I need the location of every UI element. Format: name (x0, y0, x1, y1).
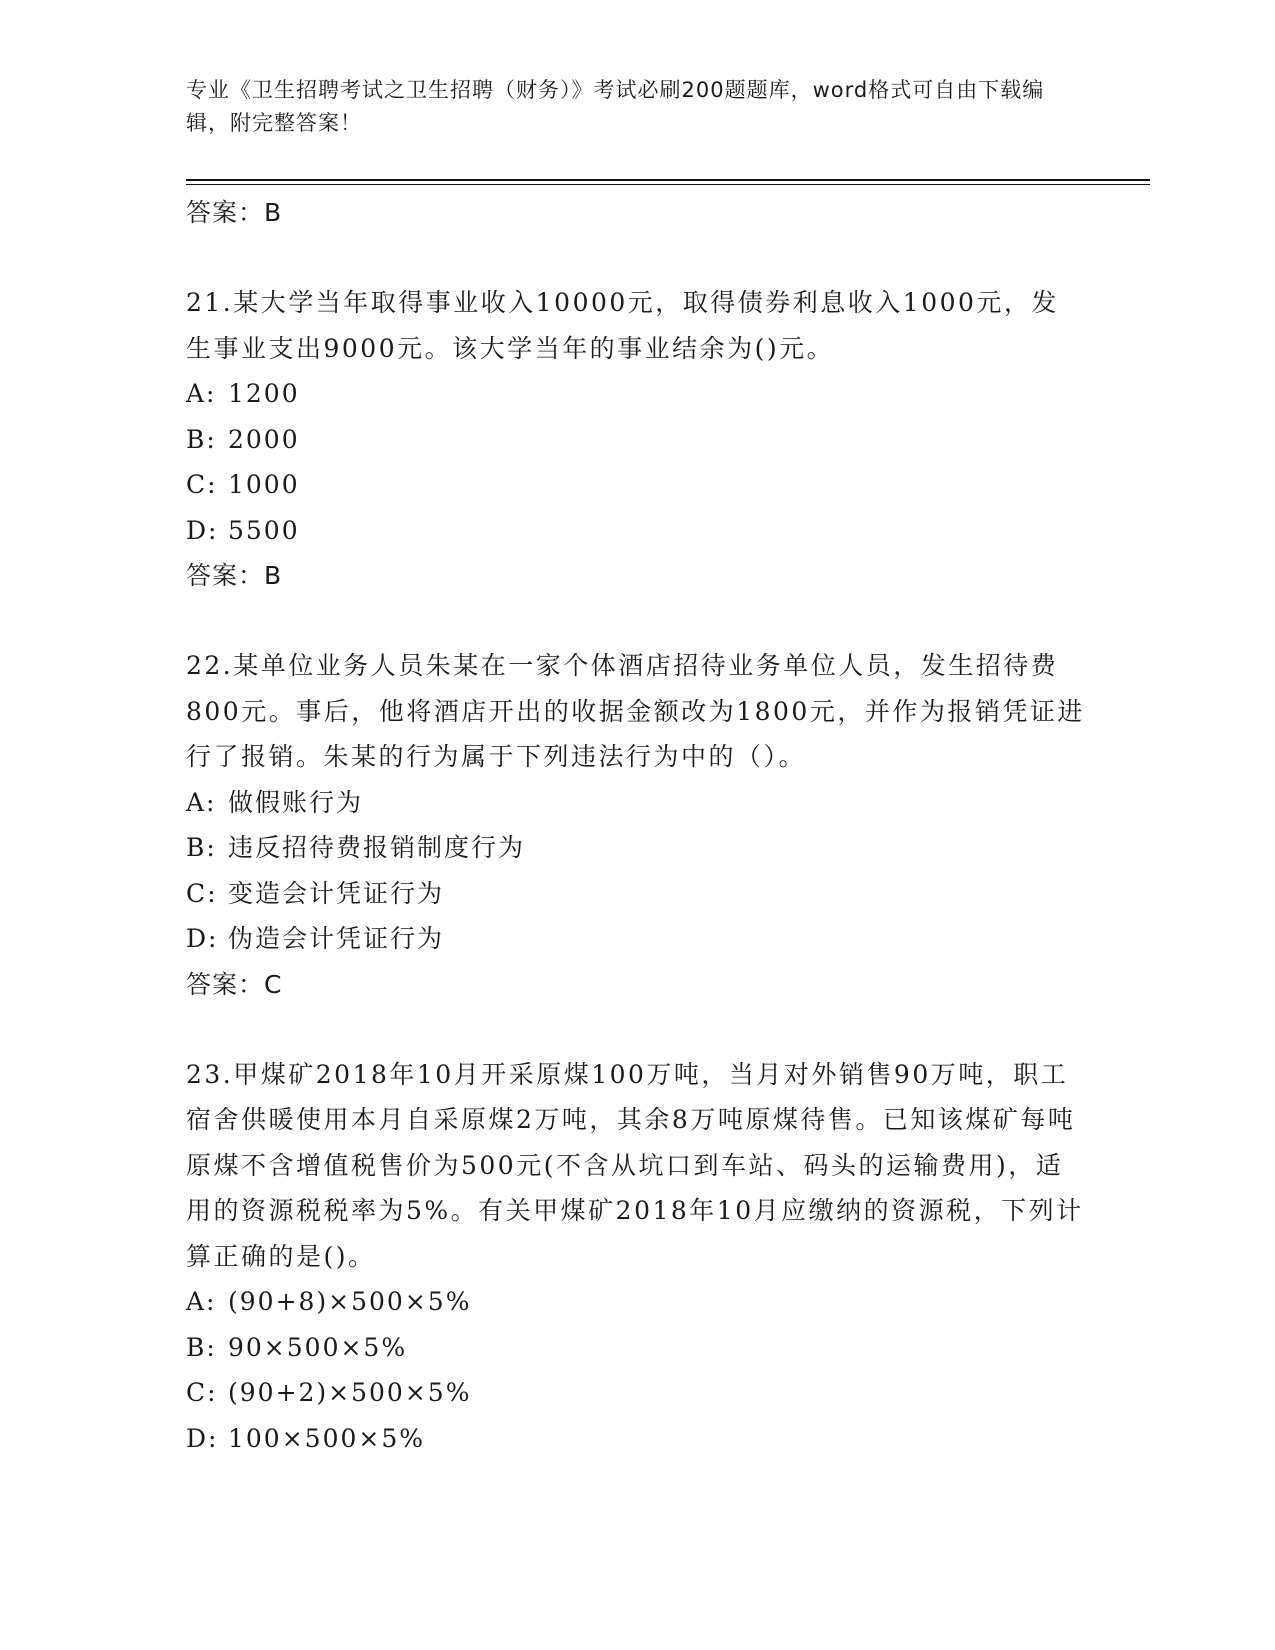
answer-line: 答案：C (186, 969, 283, 999)
option-c: C: 1000 (186, 470, 300, 499)
answer-line: 答案：B (186, 198, 283, 227)
header-divider-thin (186, 184, 1150, 185)
question-text: 22.某单位业务人员朱某在一家个体酒店招待业务单位人员，发生招待费800元。事后，他将酒店开出的收据金额改为1800元，并作为报销凭证进行了报销。朱某的行为属于下列违法行为中的（）。 (186, 651, 1085, 771)
document-header: 专业《卫生招聘考试之卫生招聘（财务）》考试必刷200题题库，word格式可自由下载编辑，附完整答案！ (186, 78, 1045, 135)
answer-line: 答案：B (186, 561, 283, 590)
option-a: A: (90+8)×500×5% (186, 1287, 472, 1316)
question-text: 21.某大学当年取得事业收入10000元，取得债券利息收入1000元，发生事业支出9000元。该大学当年的事业结余为()元。 (186, 288, 1059, 363)
option-c: C: 变造会计凭证行为 (186, 878, 445, 908)
question-22 (186, 643, 1086, 1008)
question-23 (186, 1052, 1086, 1462)
option-d: D: 伪造会计凭证行为 (186, 924, 445, 953)
option-d: D: 5500 (186, 515, 300, 545)
option-d: D: 100×500×5% (186, 1423, 425, 1453)
option-b: B: 2000 (186, 424, 300, 454)
question-list (186, 190, 1086, 1461)
question-text: 23.甲煤矿2018年10月开采原煤100万吨，当月对外销售90万吨，职工宿舍供暖使用本月自采原煤2万吨，其余8万吨原煤待售。已知该煤矿每吨原煤不含增值税售价为500元(不含从坑口到车站、码头的运输费用)，适用的资源税税率为5%。有关甲煤矿2018年10月应缴纳的资源税，下列计算正确的是()。 (186, 1059, 1084, 1271)
option-a: A: 1200 (186, 379, 300, 408)
option-b: B: 90×500×5% (186, 1332, 408, 1362)
header-divider-thick (186, 179, 1150, 181)
option-c: C: (90+2)×500×5% (186, 1378, 472, 1407)
question-21 (186, 280, 1086, 599)
option-b: B: 违反招待费报销制度行为 (186, 833, 526, 862)
option-a: A: 做假账行为 (186, 787, 364, 817)
